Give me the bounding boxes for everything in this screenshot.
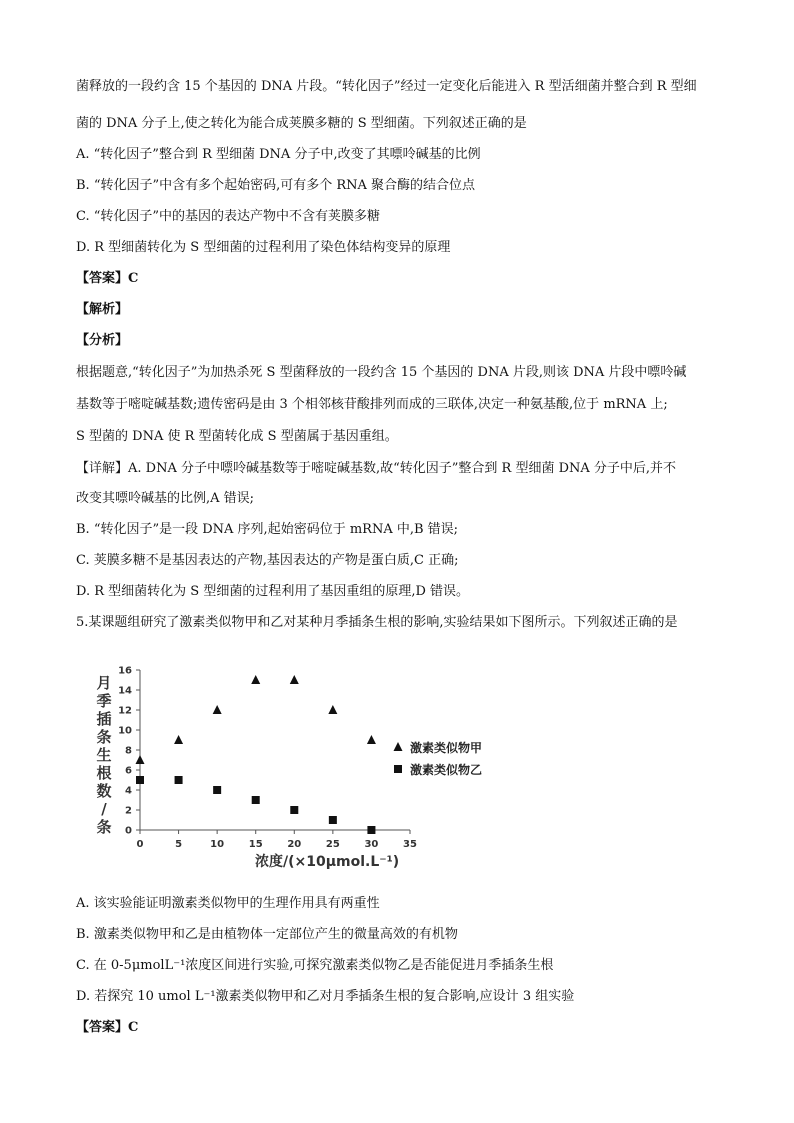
option-d: D. R 型细菌转化为 S 型细菌的过程利用了染色体结构变异的原理 [76, 240, 451, 255]
chart-legend [394, 740, 483, 777]
q5-option-b: B. 激素类似物甲和乙是由植物体一定部位产生的微量高效的有机物 [76, 927, 458, 942]
y-tick-label: 4 [125, 785, 132, 797]
q5-option-c: C. 在 0-5μmolL⁻¹浓度区间进行实验,可探究激素类似物乙是否能促进月季插条生根 [76, 958, 554, 973]
y-axis-label-char: 季 [96, 692, 112, 710]
x-tick-label: 20 [287, 839, 302, 850]
triangle-point [174, 735, 183, 744]
question-5: 5.某课题组研究了激素类似物甲和乙对某种月季插条生根的影响,实验结果如下图所示。下列叙述正确的是 [76, 615, 678, 630]
x-tick-label: 30 [364, 839, 379, 850]
square-point [329, 816, 337, 824]
option-c: C. “转化因子”中的基因的表达产物中不含有荚膜多糖 [76, 209, 381, 224]
triangle-point [290, 675, 299, 684]
option-a: A. “转化因子”整合到 R 型细菌 DNA 分子中,改变了其嘌呤碱基的比例 [76, 147, 481, 162]
legend-label: 激素类似物乙 [410, 763, 483, 777]
y-tick-label: 16 [118, 665, 132, 677]
y-axis-label-char: 根 [96, 764, 112, 782]
square-point [290, 806, 298, 814]
line-2: 菌的 DNA 分子上,使之转化为能合成荚膜多糖的 S 型细菌。下列叙述正确的是 [76, 116, 527, 131]
y-axis-label-char: 生 [96, 746, 112, 764]
y-axis-label-char: / [101, 800, 107, 818]
legend-marker [394, 742, 403, 751]
detail-line-3: B. “转化因子”是一段 DNA 序列,起始密码位于 mRNA 中,B 错误; [76, 522, 459, 537]
chart-ticks [118, 666, 417, 851]
y-tick-label: 10 [118, 725, 132, 737]
x-tick-label: 5 [175, 839, 183, 850]
y-axis-label-char: 条 [96, 818, 112, 836]
y-tick-label: 2 [125, 805, 132, 817]
square-point [175, 776, 183, 784]
y-axis-label-char: 月 [96, 674, 112, 692]
x-tick-label: 0 [136, 839, 144, 850]
y-tick-label: 14 [118, 685, 132, 697]
answer-label: 【答案】C [76, 271, 139, 286]
line-1: 菌释放的一段约含 15 个基因的 DNA 片段。“转化因子”经过一定变化后能进入 R 型活细菌并整合到 R 型细 [76, 79, 697, 94]
detail-line-1: 【详解】A. DNA 分子中嘌呤碱基数等于嘧啶碱基数,故“转化因子”整合到 R 型细菌 DNA 分子中后,并不 [76, 461, 677, 476]
answer-label-2: 【答案】C [76, 1020, 139, 1035]
y-tick-label: 12 [118, 705, 132, 717]
scatter-chart [80, 658, 500, 884]
detail-line-4: C. 荚膜多糖不是基因表达的产物,基因表达的产物是蛋白质,C 正确; [76, 553, 459, 568]
y-axis-label [96, 674, 111, 836]
detail-line-5: D. R 型细菌转化为 S 型细菌的过程利用了基因重组的原理,D 错误。 [76, 584, 470, 599]
triangle-point [136, 755, 145, 764]
legend-label: 激素类似物甲 [410, 741, 483, 755]
detail-line-2: 改变其嘌呤碱基的比例,A 错误; [76, 491, 255, 506]
x-tick-label: 35 [403, 839, 417, 850]
q5-option-d: D. 若探究 10 umol L⁻¹激素类似物甲和乙对月季插条生根的复合影响,应设计 3 组实验 [76, 989, 575, 1004]
analysis-heading: 【解析】 [76, 302, 129, 317]
legend-marker [394, 765, 402, 773]
y-tick-label: 6 [125, 765, 132, 777]
square-point [213, 786, 221, 794]
square-point [367, 826, 375, 834]
analysis-paragraph-1: 根据题意,“转化因子”为加热杀死 S 型菌释放的一段约含 15 个基因的 DNA 片段,则该 DNA 片段中嘌呤碱 [76, 365, 687, 380]
x-axis-label: 浓度/(×10μmol.L⁻¹) [255, 854, 400, 870]
q5-option-a: A. 该实验能证明激素类似物甲的生理作用具有两重性 [76, 896, 380, 911]
y-tick-label: 0 [125, 825, 132, 837]
y-tick-label: 8 [125, 745, 132, 757]
option-b: B. “转化因子”中含有多个起始密码,可有多个 RNA 聚合酶的结合位点 [76, 178, 476, 193]
triangle-point [328, 705, 337, 714]
chart-points [136, 675, 376, 834]
x-tick-label: 25 [325, 839, 340, 850]
analysis-sub-heading: 【分析】 [76, 333, 129, 348]
triangle-point [251, 675, 260, 684]
y-axis-label-char: 条 [96, 728, 112, 746]
y-axis-label-char: 插 [96, 710, 112, 728]
x-tick-label: 10 [210, 839, 225, 850]
analysis-paragraph-2: 基数等于嘧啶碱基数;遗传密码是由 3 个相邻核苷酸排列而成的三联体,决定一种氨基酸,位于 mRNA 上; [76, 397, 668, 412]
triangle-point [213, 705, 222, 714]
square-point [136, 776, 144, 784]
analysis-paragraph-3: S 型菌的 DNA 使 R 型菌转化成 S 型菌属于基因重组。 [76, 429, 398, 444]
square-point [252, 796, 260, 804]
triangle-point [367, 735, 376, 744]
y-axis-label-char: 数 [96, 782, 112, 800]
chart-axes [140, 670, 410, 830]
x-tick-label: 15 [248, 839, 263, 850]
